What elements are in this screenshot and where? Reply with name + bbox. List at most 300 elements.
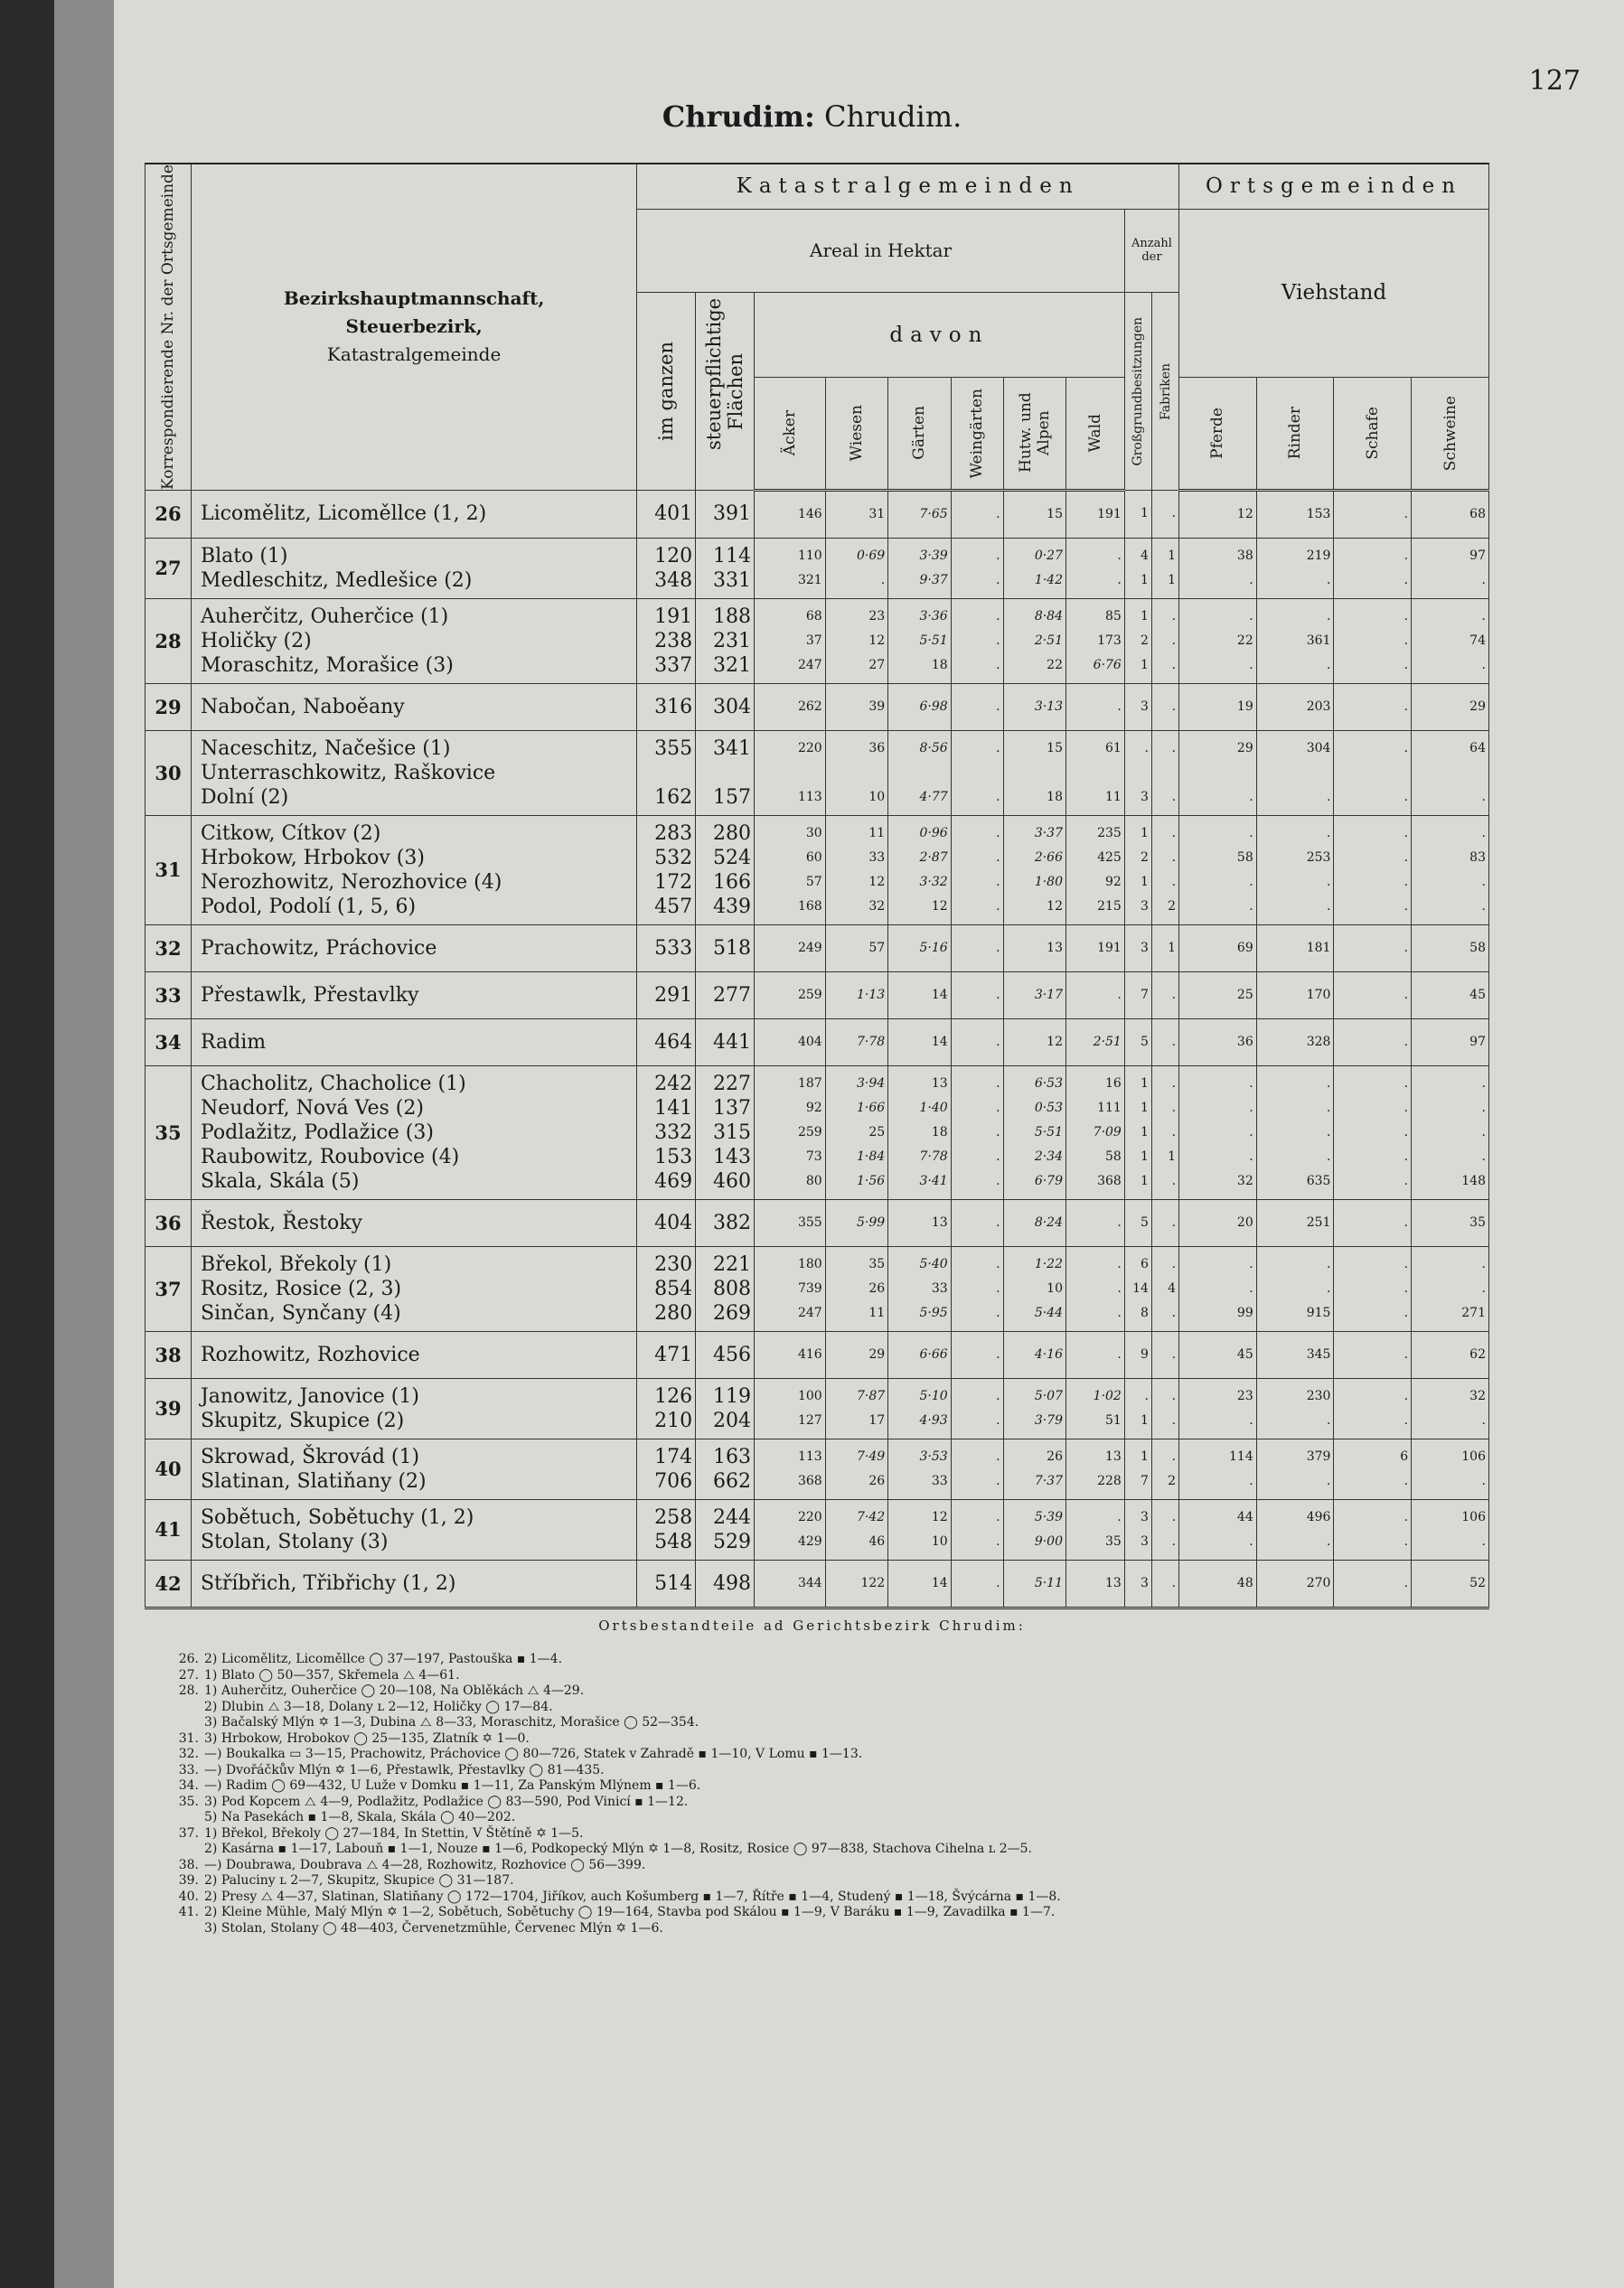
value-acker: [757, 761, 822, 785]
katastral-name: Nabočan, Naboěany: [200, 695, 405, 718]
value-acker: 57: [805, 874, 822, 889]
cell-ganzen: [637, 924, 696, 971]
value-schafe: .: [1403, 506, 1409, 521]
cell-rinder: [1256, 598, 1334, 683]
row-names: [191, 1018, 636, 1065]
footnote-text: 2) Kleine Mühle, Malý Mlýn ✡ 1—2, Sobětuch, Sobětuchy ◯ 19—164, Stavba pod Skálou ▪ 1—9, V Baráku ▪ 1—9, Zavadilka ▪ 1—7.: [204, 1905, 1056, 1919]
value-steuer: 808: [712, 1277, 751, 1300]
value-wald: 92: [1105, 874, 1122, 889]
row-number: 28: [146, 598, 192, 683]
value-wiesen: 32: [868, 898, 886, 914]
cell-wald: [1066, 598, 1125, 683]
footnote-text: 3) Stolan, Stolany ◯ 48—403, Červenetzmühle, Červenec Mlýn ✡ 1—6.: [204, 1920, 663, 1936]
value-fabr: .: [1171, 1346, 1177, 1362]
value-wiesen: 1·66: [857, 1100, 886, 1115]
value-schafe: .: [1403, 874, 1409, 889]
value-wein: .: [996, 1256, 1000, 1271]
value-fabr: .: [1171, 657, 1177, 672]
row-number: 30: [146, 730, 192, 815]
value-steuer: 662: [712, 1469, 751, 1493]
value-fabr: .: [1171, 1075, 1177, 1091]
katastral-name: Unterraschkowitz, Raškovice: [200, 761, 496, 784]
cell-garten: [888, 490, 951, 538]
cell-schweine: [1412, 730, 1489, 815]
value-steuer: 529: [712, 1530, 751, 1553]
value-schweine: 29: [1469, 699, 1486, 714]
cell-wiesen: [825, 490, 887, 538]
anzahl-header: Anzahl der: [1124, 209, 1178, 293]
cell-rinder: [1256, 538, 1334, 598]
cell-garten: [888, 1065, 951, 1199]
value-wald: 58: [1105, 1149, 1122, 1164]
value-schweine: 32: [1469, 1388, 1486, 1403]
value-schweine: .: [1481, 1533, 1486, 1549]
book-binding-shadow: [54, 0, 114, 2288]
value-acker: 344: [797, 1575, 822, 1590]
katastral-name: Skupitz, Skupice (2): [200, 1409, 405, 1432]
value-rinder: 219: [1306, 548, 1331, 563]
value-wein: .: [996, 789, 1000, 804]
cell-wiesen: [825, 1331, 887, 1378]
value-rinder: 635: [1306, 1173, 1331, 1188]
value-rinder: 496: [1306, 1509, 1331, 1524]
value-rinder: .: [1326, 1533, 1331, 1549]
cell-acker: [754, 1331, 825, 1378]
cell-schweine: [1412, 924, 1489, 971]
value-wein: .: [996, 572, 1000, 587]
value-garten: 6·98: [919, 699, 948, 714]
cell-hutw: [1003, 1199, 1065, 1246]
value-wiesen: 36: [868, 740, 886, 755]
value-ganzen: 174: [654, 1445, 693, 1468]
katastral-name: Naceschitz, Načešice (1): [200, 736, 451, 760]
katastral-name: Dolní (2): [200, 785, 289, 809]
cell-hutw: [1003, 1378, 1065, 1439]
cell-ganzen: [637, 538, 696, 598]
cell-pferde: [1179, 538, 1257, 598]
areal-header: Areal in Hektar: [637, 209, 1125, 293]
cell-acker: [754, 1499, 825, 1560]
value-ganzen: 258: [654, 1505, 693, 1529]
value-pferde: 25: [1236, 987, 1253, 1002]
value-wald: 85: [1105, 608, 1122, 624]
table-body: [146, 490, 1489, 1608]
row-names: [191, 730, 636, 815]
cell-schafe: [1334, 924, 1412, 971]
row-names: [191, 815, 636, 924]
row-names: [191, 1499, 636, 1560]
value-gross: 3: [1141, 1575, 1149, 1590]
cell-garten: [888, 730, 951, 815]
footnote-line: [172, 1873, 1473, 1889]
value-acker: 168: [797, 898, 822, 914]
footnote-text: —) Radim ◯ 69—432, U Luže v Domku ▪ 1—11, Za Panským Mlýnem ▪ 1—6.: [204, 1778, 701, 1793]
value-garten: 5·40: [919, 1256, 948, 1271]
value-schafe: .: [1403, 1388, 1409, 1403]
cell-acker: [754, 1378, 825, 1439]
cell-garten: [888, 1199, 951, 1246]
value-acker: 60: [805, 849, 822, 865]
row-number: 32: [146, 924, 192, 971]
footnote-line: [172, 1889, 1473, 1906]
cell-acker: [754, 538, 825, 598]
value-rinder: .: [1326, 657, 1331, 672]
cell-schafe: [1334, 1499, 1412, 1560]
cell-wiesen: [825, 1199, 887, 1246]
cell-hutw: [1003, 683, 1065, 730]
value-hutw: 1·22: [1034, 1256, 1063, 1271]
cell-ganzen: [637, 1378, 696, 1439]
katastral-name: Medleschitz, Medlešice (2): [200, 568, 473, 592]
value-garten: 14: [931, 1575, 948, 1590]
value-acker: 100: [797, 1388, 822, 1403]
footnote-line: [172, 1715, 1473, 1731]
value-gross: 1: [1141, 572, 1149, 587]
value-wiesen: 39: [868, 699, 886, 714]
value-garten: 14: [931, 987, 948, 1002]
value-schafe: .: [1403, 1412, 1409, 1428]
value-fabr: .: [1171, 1124, 1177, 1139]
value-ganzen: 464: [654, 1030, 693, 1054]
footnote-number: 41.: [178, 1905, 199, 1919]
value-schweine: 271: [1461, 1305, 1486, 1320]
row-names: [191, 490, 636, 538]
value-wiesen: 7·78: [857, 1034, 886, 1049]
value-pferde: .: [1249, 1075, 1253, 1091]
value-schweine: 148: [1461, 1173, 1486, 1188]
value-schweine: .: [1481, 825, 1486, 840]
value-acker: 739: [797, 1280, 822, 1296]
footnote-text: 3) Bačalský Mlýn ✡ 1—3, Dubina ⧍ 8—33, Moraschitz, Morašice ◯ 52—354.: [204, 1715, 699, 1730]
value-gross: 5: [1141, 1034, 1149, 1049]
value-wein: .: [996, 987, 1000, 1002]
cell-hutw: [1003, 924, 1065, 971]
value-steuer: 518: [712, 936, 751, 960]
cell-wald: [1066, 1199, 1125, 1246]
row-names: [191, 538, 636, 598]
katastral-name: Sobětuch, Sobětuchy (1, 2): [200, 1505, 474, 1529]
value-wiesen: 35: [868, 1256, 886, 1271]
value-ganzen: 471: [654, 1343, 693, 1366]
cell-schafe: [1334, 1199, 1412, 1246]
value-garten: 3·32: [919, 874, 948, 889]
footnote-number: [172, 1700, 204, 1716]
value-wald: 2·51: [1093, 1034, 1122, 1049]
cell-wald: [1066, 730, 1125, 815]
value-rinder: 270: [1306, 1575, 1331, 1590]
table-row: [146, 1246, 1489, 1331]
value-schweine: .: [1481, 1075, 1486, 1091]
cell-schweine: [1412, 598, 1489, 683]
value-gross: 1: [1141, 1449, 1149, 1464]
value-pferde: 99: [1236, 1305, 1253, 1320]
value-wald: .: [1117, 1256, 1122, 1271]
cell-rinder: [1256, 924, 1334, 971]
cell-fabr: [1151, 598, 1178, 683]
value-pferde: 69: [1236, 940, 1253, 955]
value-schafe: .: [1403, 1533, 1409, 1549]
cell-gross: [1124, 924, 1151, 971]
value-rinder: 203: [1306, 699, 1331, 714]
value-wiesen: 11: [868, 1305, 886, 1320]
value-acker: 146: [797, 506, 822, 521]
footnote-number: 35.: [178, 1794, 199, 1809]
footnote-text: 1) Auherčitz, Ouherčice ◯ 20—108, Na Oblěkách ⧍ 4—29.: [204, 1683, 585, 1698]
value-wiesen: 26: [868, 1473, 886, 1488]
value-fabr: .: [1171, 1034, 1177, 1049]
value-garten: 12: [931, 1509, 948, 1524]
value-ganzen: 457: [654, 895, 693, 918]
cell-wein: [951, 538, 1003, 598]
katastral-name: Blato (1): [200, 544, 288, 567]
value-wein: .: [996, 898, 1000, 914]
value-garten: 5·95: [919, 1305, 948, 1320]
value-gross: 1: [1141, 1412, 1149, 1428]
value-steuer: 143: [712, 1145, 751, 1168]
table-row: [146, 1018, 1489, 1065]
cell-rinder: [1256, 1378, 1334, 1439]
cell-acker: [754, 924, 825, 971]
value-wein: .: [996, 699, 1000, 714]
value-pferde: .: [1249, 608, 1253, 624]
value-hutw: 12: [1047, 898, 1063, 914]
value-wiesen: 29: [868, 1346, 886, 1362]
cell-pferde: [1179, 1331, 1257, 1378]
cell-fabr: [1151, 1199, 1178, 1246]
value-steuer: 277: [712, 983, 751, 1007]
value-steuer: 456: [712, 1343, 751, 1366]
katastral-name: Stříbřich, Třibřichy (1, 2): [200, 1571, 456, 1595]
footnote-number: 40.: [178, 1889, 199, 1904]
cell-acker: [754, 730, 825, 815]
value-hutw: 3·79: [1034, 1412, 1063, 1428]
value-schafe: .: [1403, 1034, 1409, 1049]
cell-pferde: [1179, 1560, 1257, 1608]
cell-steuer: [696, 1199, 755, 1246]
value-gross: .: [1144, 1388, 1149, 1403]
value-fabr: 4: [1168, 1280, 1177, 1296]
value-acker: 404: [797, 1034, 822, 1049]
cell-steuer: [696, 1439, 755, 1499]
value-pferde: 114: [1229, 1449, 1253, 1464]
value-pferde: .: [1249, 572, 1253, 587]
value-hutw: 15: [1047, 506, 1063, 521]
page-title: [0, 99, 1624, 134]
value-fabr: .: [1171, 1173, 1177, 1188]
value-schweine: .: [1481, 874, 1486, 889]
value-rinder: .: [1326, 1473, 1331, 1488]
value-wald: .: [1117, 699, 1122, 714]
value-garten: 7·78: [919, 1149, 948, 1164]
value-garten: 13: [931, 1075, 948, 1091]
footnote-line: [172, 1731, 1473, 1748]
footnote-text: 2) Kasárna ▪ 1—17, Labouň ▪ 1—1, Nouze ▪ 1—6, Podkopecký Mlýn ✡ 1—8, Rositz, Rosice ◯ 97—838, Stachova Cihelna ʟ 2—5.: [204, 1842, 1032, 1856]
value-wiesen: 1·13: [857, 987, 886, 1002]
value-schweine: .: [1481, 1256, 1486, 1271]
value-schweine: 35: [1469, 1214, 1486, 1230]
value-rinder: .: [1326, 1256, 1331, 1271]
value-gross: 7: [1141, 1473, 1149, 1488]
cell-gross: [1124, 730, 1151, 815]
cell-schafe: [1334, 815, 1412, 924]
footnote-number: 28.: [178, 1683, 199, 1698]
value-garten: 14: [931, 1034, 948, 1049]
value-steuer: 137: [712, 1096, 751, 1120]
value-ganzen: 401: [654, 502, 693, 526]
value-schafe: .: [1403, 633, 1409, 648]
katastral-name: Hrbokow, Hrbokov (3): [200, 846, 425, 869]
cell-schafe: [1334, 1065, 1412, 1199]
cell-wiesen: [825, 598, 887, 683]
cell-wald: [1066, 1331, 1125, 1378]
footnote-line: [172, 1652, 1473, 1668]
footnote-text: 2) Licomělitz, Licoměllce ◯ 37—197, Pastouška ▪ 1—4.: [204, 1652, 563, 1666]
value-hutw: 22: [1047, 657, 1063, 672]
value-fabr: .: [1171, 1449, 1177, 1464]
value-gross: 3: [1141, 1533, 1149, 1549]
cell-pferde: [1179, 598, 1257, 683]
value-rinder: 153: [1306, 506, 1331, 521]
value-rinder: .: [1326, 1149, 1331, 1164]
row-number: 29: [146, 683, 192, 730]
cell-wein: [951, 490, 1003, 538]
value-garten: 18: [931, 1124, 948, 1139]
cell-fabr: [1151, 1499, 1178, 1560]
value-steuer: 524: [712, 846, 751, 869]
value-ganzen: 283: [654, 821, 693, 845]
value-pferde: .: [1249, 1256, 1253, 1271]
row-number: 41: [146, 1499, 192, 1560]
cell-gross: [1124, 598, 1151, 683]
value-garten: 18: [931, 657, 948, 672]
value-steuer: 163: [712, 1445, 751, 1468]
value-fabr: .: [1171, 506, 1177, 521]
value-pferde: 48: [1236, 1575, 1253, 1590]
value-hutw: 12: [1047, 1034, 1063, 1049]
value-schweine: .: [1481, 1412, 1486, 1428]
value-wiesen: 122: [860, 1575, 886, 1590]
cell-rinder: [1256, 1018, 1334, 1065]
value-hutw: 4·16: [1034, 1346, 1063, 1362]
cell-ganzen: [637, 730, 696, 815]
value-schafe: .: [1403, 1173, 1409, 1188]
value-hutw: 3·37: [1034, 825, 1063, 840]
cell-garten: [888, 1560, 951, 1608]
cell-wiesen: [825, 1439, 887, 1499]
value-steuer: [699, 761, 751, 785]
value-fabr: .: [1171, 1305, 1177, 1320]
value-pferde: .: [1249, 1149, 1253, 1164]
value-rinder: 379: [1306, 1449, 1331, 1464]
value-hutw: 3·17: [1034, 987, 1063, 1002]
col-schafe: Schafe: [1334, 377, 1412, 490]
value-rinder: 170: [1306, 987, 1331, 1002]
value-wiesen: 31: [868, 506, 886, 521]
value-garten: 12: [931, 898, 948, 914]
value-garten: [891, 761, 947, 785]
cell-wald: [1066, 490, 1125, 538]
cell-ganzen: [637, 1065, 696, 1199]
value-fabr: 1: [1168, 940, 1177, 955]
value-wein: .: [996, 849, 1000, 865]
value-hutw: 6·53: [1034, 1075, 1063, 1091]
value-hutw: 2·66: [1034, 849, 1063, 865]
cell-gross: [1124, 971, 1151, 1018]
value-pferde: 58: [1236, 849, 1253, 865]
value-gross: 1: [1141, 506, 1149, 521]
value-ganzen: 126: [654, 1384, 693, 1408]
value-acker: 92: [805, 1100, 822, 1115]
footnote-text: —) Dvořáčkův Mlýn ✡ 1—6, Přestawlk, Přestavlky ◯ 81—435.: [204, 1762, 605, 1777]
value-schafe: .: [1403, 657, 1409, 672]
value-wald: 51: [1105, 1412, 1122, 1428]
value-gross: 9: [1141, 1346, 1149, 1362]
cell-rinder: [1256, 683, 1334, 730]
cell-rinder: [1256, 1246, 1334, 1331]
value-wein: .: [996, 1214, 1000, 1230]
value-gross: 6: [1141, 1256, 1149, 1271]
cell-fabr: [1151, 683, 1178, 730]
value-pferde: .: [1249, 825, 1253, 840]
value-acker: 180: [797, 1256, 822, 1271]
value-steuer: 114: [712, 544, 751, 567]
value-gross: 5: [1141, 1214, 1149, 1230]
row-names: [191, 924, 636, 971]
value-rinder: .: [1326, 1100, 1331, 1115]
value-wein: [954, 761, 1000, 785]
value-ganzen: 291: [654, 983, 693, 1007]
value-steuer: 498: [712, 1571, 751, 1595]
cell-wein: [951, 971, 1003, 1018]
cell-steuer: [696, 538, 755, 598]
value-schafe: .: [1403, 1075, 1409, 1091]
value-wald: .: [1117, 548, 1122, 563]
footnote-number: [172, 1842, 204, 1858]
value-pferde: .: [1249, 1473, 1253, 1488]
footnote-line: [172, 1826, 1473, 1843]
value-wald: 191: [1097, 506, 1122, 521]
katastral-name: Radim: [200, 1030, 267, 1054]
cell-wiesen: [825, 730, 887, 815]
value-gross: 7: [1141, 987, 1149, 1002]
value-rinder: .: [1326, 572, 1331, 587]
value-acker: 113: [797, 789, 822, 804]
value-rinder: .: [1326, 789, 1331, 804]
value-fabr: .: [1171, 789, 1177, 804]
value-hutw: 1·42: [1034, 572, 1063, 587]
cell-schweine: [1412, 971, 1489, 1018]
value-rinder: 304: [1306, 740, 1331, 755]
cell-hutw: [1003, 1560, 1065, 1608]
cell-acker: [754, 1018, 825, 1065]
value-wiesen: 3·94: [857, 1075, 886, 1091]
value-hutw: 6·79: [1034, 1173, 1063, 1188]
cell-steuer: [696, 1331, 755, 1378]
value-fabr: .: [1171, 1575, 1177, 1590]
cell-gross: [1124, 1560, 1151, 1608]
value-wiesen: 1·84: [857, 1149, 886, 1164]
cell-wein: [951, 815, 1003, 924]
row-number: 31: [146, 815, 192, 924]
cell-schafe: [1334, 490, 1412, 538]
cell-hutw: [1003, 598, 1065, 683]
value-garten: 13: [931, 1214, 948, 1230]
value-wiesen: [829, 761, 885, 785]
cell-garten: [888, 1499, 951, 1560]
cell-schweine: [1412, 1499, 1489, 1560]
row-number: 27: [146, 538, 192, 598]
footnotes-title: Ortsbestandteile ad Gerichtsbezirk Chrudim:: [598, 1618, 1026, 1634]
